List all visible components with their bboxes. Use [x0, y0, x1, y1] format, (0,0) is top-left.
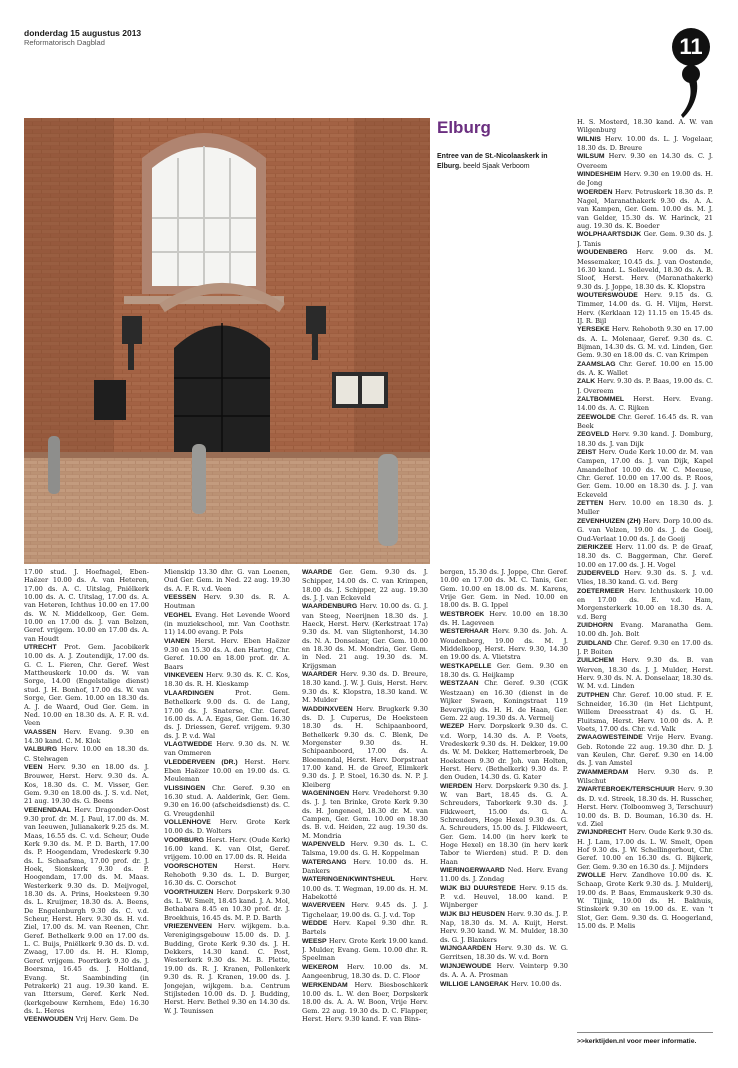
- listing-column-3: [302, 568, 428, 1060]
- service-details: Herv. Dorpskerk 9.30 ds. L. W. Smelt, 18.45 kand. J. A. Mol, Bethabara 8.45 en 10.30 prof. dr. J. Broekhuis, 16.45 ds. M. P. D. Barth: [164, 887, 290, 922]
- service-details: Herv. 9.30 en 14.30 ds. C. J. Overeem: [577, 152, 713, 170]
- church-service-entry: [164, 888, 290, 922]
- church-service-entry: [164, 922, 290, 1015]
- place-name: WESTKAPELLE: [440, 662, 492, 670]
- service-details: Herst. Herv. Eben Haëzer 10.00 en 19.00 ds. G. Meuleman: [164, 757, 290, 784]
- church-service-entry: [302, 937, 428, 963]
- service-details: Herv. 9.30 ds. Joh. A. Woudenberg, 19.00 ds. M. J. Middelkoop, Herst. Herv. 9.30, 14.30 en 19.00 ds. A. Vlietstra: [440, 627, 568, 662]
- church-service-entry: [440, 910, 568, 944]
- service-details: Herv. Kapel 9.30 dhr. R. Bartels: [302, 919, 428, 937]
- issue-date: donderdag 15 augustus 2013: [24, 28, 142, 38]
- comma-icon: [680, 62, 700, 122]
- service-details: Herv. 9.30 ds. J. P. Nap, 18.30 ds. M. A. Kuijt, Herst. Herv. 9.30 kand. W. M. Mulder, 18.30 ds. G. J. Blankers: [440, 909, 568, 944]
- church-service-entry: [577, 543, 713, 569]
- church-service-entry: [164, 818, 290, 836]
- place-name: WESTBROEK: [440, 610, 485, 618]
- church-service-entry: [302, 602, 428, 670]
- place-name: ZUILICHEM: [577, 657, 615, 665]
- service-details: Herv. 9.30 ds. P. Wilschut: [577, 767, 713, 786]
- church-service-entry: [577, 188, 713, 231]
- service-details: Herv. 10.00 en 18.30 ds. C. Stelwagen: [24, 745, 149, 763]
- service-details: Ger. Gem. 9.30 en 18.30 ds. G. Heijkamp: [440, 661, 568, 680]
- church-service-entry: [440, 944, 568, 962]
- service-details: Herv. 9.30 ds. S. J. v.d. Vlies, 18.30 kand. G. v.d. Berg: [577, 568, 713, 587]
- service-details: Herst. Herv. (Oude Kerk) 16.00 kand. K. van Olst, Geref. vrijgem. 10.00 en 17.00 ds. R. Heida: [164, 835, 290, 862]
- church-service-entry: [302, 963, 428, 981]
- place-name: WIJK BIJ DUURSTEDE: [440, 884, 516, 892]
- place-name: WAARDE: [302, 569, 333, 576]
- church-service-entry: [302, 919, 428, 937]
- footer-note: >>kerktijden.nl voor meer informatie.: [577, 1038, 697, 1045]
- church-service-entry: [164, 784, 290, 818]
- place-name: WINDESHEIM: [577, 171, 622, 179]
- caption-text: Entree van de St.-Nicolaaskerk in Elburg.: [437, 153, 548, 170]
- place-name: WADDINXVEEN: [302, 705, 353, 713]
- church-service-entry: [440, 679, 568, 722]
- listing-column-2: [164, 568, 290, 1060]
- place-name: ZALTBOMMEL: [577, 396, 625, 403]
- service-details: Evang. Maranatha Gem. 10.00 dh. Joh. Bolt: [577, 620, 713, 639]
- church-service-entry: [577, 569, 713, 587]
- service-details: Chr. Geref. 9.30 en 16.30 stud. A. Aalderink, Ger. Gem. 9.30 en 16.00 (afscheidsdienst) ds. C. G. Vreugdenhil: [164, 783, 290, 818]
- church-service-entry: [302, 981, 428, 1024]
- church-service-entry: [164, 836, 290, 862]
- church-service-entry: [577, 871, 713, 930]
- service-details: Herv. 10.00 ds.: [510, 979, 562, 988]
- church-service-entry: [440, 722, 568, 781]
- service-details: bergen, 15.30 ds. J. Joppe, Chr. Geref. 10.00 en 17.00 ds. M. C. Tanis, Ger. Gem. 10.00 en 18.00 ds. M. Karens, Vrije Ger. Gem. in Ned. 10.00 en 18.00 ds. B. G. Ippel: [440, 568, 568, 610]
- service-details: Herv. 9.30 en 18.00 ds. J. Brouwer, Herst. Herv. 9.30 ds. A. Kos, 18.30 ds. C. M. Visser, Ger. Gem. 9.30 en 18.00 ds. J. S. v.d. Net, 21 aug. 19.30 ds. G. Beens: [24, 762, 149, 806]
- place-name: WAARDENBURG: [302, 603, 358, 611]
- service-details: Herv. 9.00 ds. M. Messemaker, 10.45 ds. J. van Oostende, 16.30 kand. L. Solleveld, 18.30 ds. A. B. Sloof, Herst. Herv. (Maranathakerk) 9.30 ds. J. Joppe, 18.30 ds. K. Klopstra: [577, 248, 713, 291]
- church-service-entry: [577, 395, 713, 413]
- place-name: VINKEVEEN: [164, 672, 204, 680]
- church-service-entry: [24, 806, 149, 1016]
- service-details: Herv. 9.30 ds. K. C. Kos, 18.30 ds. R. H. Kieskamp: [164, 671, 290, 689]
- service-details: Herv. 9.15 ds. P. v.d. Heuvel, 18.00 kand. P. Wijnberger: [440, 883, 568, 910]
- church-service-entry: [577, 517, 713, 543]
- church-service-entry: [577, 621, 713, 639]
- church-service-entry: [164, 689, 290, 740]
- place-name: WILLIGE LANGERAK: [440, 980, 509, 988]
- service-details: 17.00 stud. J. Hoefnagel, Eben-Haëzer 10.00 ds. A. van Heteren, 17.00 ds. A. C. Uitslag, Pniëlkerk 10.00 ds. A. C. Uitslag, 17.00 ds. A. van Heteren, Ichthus 10.00 en 17.00 ds. W. N. Middelkoop, Ger. Gem. 10.00 en 17.00 ds. J. van Belzen, Geref. vrijgem. 10.00 en 17.00 ds. A. van Houdt: [24, 568, 149, 643]
- service-details: Herv. Grote Kerk 10.00 ds. D. Wolters: [164, 817, 290, 836]
- service-details: Chr. Geref. 16.45 ds. R. van Beek: [577, 412, 713, 431]
- church-service-entry: [24, 568, 149, 643]
- place-name: ZUIDHORN: [577, 621, 613, 629]
- place-name: VIANEN: [164, 637, 190, 645]
- place-name: VLAARDINGEN: [164, 689, 214, 697]
- service-details: Herv. Dorp 10.00 ds. G. van Velzen, 19.00 ds. J. de Goeij, Oud-Verlaat 10.00 ds. J. de Goeij: [577, 516, 713, 543]
- service-details: Herv. 10.00 ds. G. J. van Steeg, Neerijnen 18.30 ds. J. Haeck, Herst. Herv. (Kerkstraat 17a) 9.30 ds. M. van Sligtenhorst, 14.30 ds. N. A. Donselaar, Ger. Gem. 10.00 en 18.30 ds. M. Mondria, Ger. Gem. in Ned. 21 aug. 19.30 ds. M. Krijgsman: [302, 602, 428, 670]
- church-service-entry: [164, 758, 290, 784]
- church-service-entry: [440, 610, 568, 628]
- service-details: Herv. Ichthuskerk 10.00 en 17.00 ds. E. v.d. Ham, Morgensterkerk 10.00 en 18.30 ds. A. v.d. Berg: [577, 586, 713, 621]
- church-service-entry: [577, 639, 713, 657]
- service-details: Herv. 10.00 ds. M. Aangeenbrug, 18.30 ds. D. C. Floor: [302, 962, 428, 981]
- church-service-entry: [302, 705, 428, 789]
- church-service-entry: [577, 785, 713, 828]
- church-service-entry: [577, 413, 713, 431]
- church-service-entry: [577, 499, 713, 517]
- service-details: Herv. 9.30 en 19.00 ds. H. de Jong: [577, 170, 713, 188]
- church-service-entry: [577, 170, 713, 188]
- church-service-entry: [577, 656, 713, 690]
- place-name: VLISSINGEN: [164, 784, 206, 792]
- church-service-entry: [302, 568, 428, 602]
- service-details: Herst. Herv. Evang. 14.00 ds. A. C. Rijken: [577, 395, 713, 413]
- church-service-entry: [24, 763, 149, 806]
- service-details: Chr. Geref. 10.00 stud. F. E. Schneider, 16.30 (in Het Lichtpunt, Willem Dreesstraat 4) ds. G. H. Fluitsma, Herst. Herv. 10.00 ds. A. P. Voets, 17.00 ds. Chr. v.d. Valk: [577, 690, 713, 734]
- service-details: Herv. 9.30 kand. J. Domburg, 18.30 ds. J. van Dijk: [577, 430, 713, 448]
- church-service-entry: [440, 980, 568, 989]
- church-service-entry: [577, 768, 713, 786]
- service-details: Herv. 10.00 ds. T. Wegman, 19.00 ds. H. M. Habekotté: [302, 875, 428, 902]
- service-details: Vrije Herv. Evang. Geb. Rotonde 22 aug. 19.30 dhr. D. J. van Keulen, Chr. Geref. 9.30 en 14.00 ds. J. van Amstel: [577, 733, 713, 768]
- place-name: WAVERVEEN: [302, 902, 345, 910]
- place-name: WEZEP: [440, 723, 465, 731]
- church-service-entry: [577, 248, 713, 291]
- place-name: WEESP: [302, 937, 327, 945]
- church-service-entry: [577, 430, 713, 448]
- church-service-entry: [164, 740, 290, 758]
- place-name: ZWAAGWESTEINDE: [577, 734, 643, 742]
- church-service-entry: [24, 1015, 149, 1024]
- place-name: ZWARTEBROEK/TERSCHUUR: [577, 786, 675, 794]
- page-number-badge: 11: [672, 28, 710, 66]
- church-service-entry: [577, 325, 713, 359]
- listing-column-4: [440, 568, 568, 1060]
- church-service-entry: [440, 782, 568, 866]
- place-name: WOLPHAARTSDIJK: [577, 231, 642, 239]
- place-name: WIJNGAARDEN: [440, 945, 492, 953]
- church-service-entry: [577, 377, 713, 395]
- service-details: Herv. Brugkerk 9.30 ds. D. J. Cuperus, De Hoeksteen 18.30 ds. H. Schipaanboord, Bethelkerk 9.30 ds. C. Blenk, De Morgenster 9.30 ds. H. Schipaanboord, 17.00 ds. A. Bloemendal, Herst. Herv. Dorpstraat 17.00 kand. H. de Greef, Elimkerk 9.30 ds. J. P. Stoel, 16.30 ds. N. P. J. Kleiberg: [302, 704, 428, 789]
- place-name: ZIJDERVELD: [577, 569, 620, 577]
- church-service-entry: [577, 448, 713, 499]
- church-service-entry: [164, 637, 290, 671]
- church-service-entry: [164, 593, 290, 611]
- place-name: WIERINGERWAARD: [440, 867, 505, 875]
- place-name: ZWAMMERDAM: [577, 768, 629, 776]
- place-name: WIJNJEWOUDE: [440, 962, 492, 970]
- service-details: Herv. 9.30 ds. N. W. van Ommeren: [164, 739, 290, 758]
- place-name: VOORBURG: [164, 836, 205, 844]
- place-name: WATERINGEN/KWINTSHEUL: [302, 876, 395, 884]
- church-service-entry: [577, 691, 713, 734]
- church-entrance-photo: [24, 118, 430, 564]
- service-details: Herv. Grote Kerk 19.00 kand. J. Mulder, Evang. Gem. 10.00 dhr. R. Speelman: [302, 936, 428, 963]
- church-service-entry: [577, 587, 713, 621]
- place-name: ZEVENHUIZEN (ZH): [577, 517, 641, 525]
- church-service-entry: [164, 671, 290, 689]
- service-details: Herv. Dorpskerk 9.30 ds. J. W. van Bart, 18.45 ds. G. A. Schreuders, Taborkerk 9.30 ds. J. Fikkweert, 15.00 ds. G. A. Schreuders, Hoge Hexel 9.30 ds. G. A. Schreuders, 15.00 ds. J. Fikkweert, Ger. Gem. 14.00 (in herv kerk te Hoge Hexel) en 18.30 (in herv kerk Tabor te Wierden) stud. P. D. den Haan: [440, 781, 568, 866]
- place-name: VAASSEN: [24, 728, 57, 736]
- place-name: VALBURG: [24, 746, 58, 754]
- service-details: Herst. Herv. Rehoboth 9.30 ds. L. D. Burger, 16.30 ds. C. Oorschot: [164, 861, 290, 888]
- service-details: Herv. Rehoboth 9.30 en 17.00 ds. A. L. Molenaar, Geref. 9.30 ds. C. Bijman, 14.30 ds. G. M. v.d. Linden, Ger. Gem. 9.30 en 18.00 ds. C. van Krimpen: [577, 325, 713, 360]
- church-service-entry: [302, 901, 428, 919]
- place-name: ZETTEN: [577, 500, 604, 508]
- place-name: WEKEROM: [302, 963, 339, 971]
- place-name: ZIERIKZEE: [577, 543, 613, 551]
- service-details: Herv. Oude Kerk 9.30 ds. H. J. Lam, 17.00 ds. L. W. Smelt, Open Hof 9.30 ds. J. W. Schellingerhout, Chr. Geref. 10.00 en 16.30 ds. G. Bijkerk, Ger. Gem. 9.30 en 16.30 ds. J. Mijnders: [577, 828, 713, 871]
- service-details: Prot. Gem. Jacobikerk 10.00 ds. A. J. Zoutendijk, 17.00 ds. G. C. L. Fieren, Chr. Geref. West Mattheuskerk 10.00 ds. W. van Sorge, 14.00 (Engelstalige dienst) stud. J. H. Bonhof, 17.00 ds. W. van Sorge, Ger. Gem. 10.00 en 18.30 ds. A. J. de Waard, Oud Ger. Gem. in Ned. 10.00 en 18.30 ds. A. F. R. v.d. Veen: [24, 643, 149, 728]
- service-details: Herv. 9.45 ds. J. J. Tigchelaar, 19.00 ds. G. J. v.d. Top: [302, 901, 428, 919]
- service-details: Herv. Evang. 9.30 en 14.30 kand. C. M. Klok: [24, 727, 149, 745]
- service-details: Herv. Dorpskerk 9.30 ds. C. v.d. Worp, 14.30 ds. A. P. Voets, Vredeskerk 9.30 ds. H. Dekker, 19.00 ds. W. M. Dekker, Hattemerbroek, De Hoeksteen 9.30 dr. Joh. van Holten, Herst. Herv. (Bethelkerk) 9.30 ds. P. den Ouden, 14.30 ds. G. Kater: [440, 722, 568, 782]
- church-service-entry: [440, 568, 568, 610]
- service-details: Herst. Herv. Eben Haëzer 9.30 en 15.30 ds. A. den Hartog, Chr. Geref. 10.00 en 18.00 prof. dr. A. Baars: [164, 636, 290, 671]
- church-service-entry: [577, 152, 713, 170]
- article-title: Elburg: [437, 118, 491, 137]
- service-details: Herv. 9.30 ds. R. A. Houtman: [164, 593, 290, 611]
- place-name: ZWOLLE: [577, 871, 606, 879]
- footer-divider: [577, 1032, 713, 1033]
- place-name: VOLLENHOVE: [164, 818, 211, 826]
- place-name: VEENWOUDEN: [24, 1016, 74, 1024]
- place-name: WOUTERSWOUDE: [577, 291, 638, 299]
- photo-caption: [437, 152, 562, 171]
- church-entrance-illustration: [24, 118, 430, 564]
- place-name: WESTZAAN: [440, 680, 479, 688]
- place-name: WERKENDAM: [302, 981, 348, 989]
- place-name: VEEN: [24, 763, 43, 771]
- service-details: Herv. Oude Kerk 10.00 dr. M. van Campen, 17.00 ds. J. van Dijk, Kapel Amandelhof 10.00 ds. W. C. Meeuse, Chr. Geref. 10.00 en 17.00 ds. P. Roos, Ger. Gem. 10.00 en 18.30 ds. J. J. van Eckeveld: [577, 448, 713, 499]
- place-name: WEDDE: [302, 920, 328, 928]
- place-name: YERSEKE: [577, 326, 610, 334]
- church-service-entry: [440, 866, 568, 884]
- place-name: WOERDEN: [577, 188, 613, 196]
- place-name: WILSUM: [577, 153, 605, 161]
- place-name: ZWIJNDRECHT: [577, 829, 627, 837]
- service-details: Herv. 9.30 ds. W. G. Gerritsen, 18.30 ds. W. v.d. Born: [440, 944, 568, 962]
- place-name: ZALK: [577, 378, 596, 386]
- place-name: UTRECHT: [24, 644, 57, 652]
- place-name: WAGENINGEN: [302, 789, 350, 797]
- service-details: Herv. Zandhove 10.00 ds. K. Schaap, Grote Kerk 9.30 ds. J. Mulderij, 19.00 ds. P. Baas, Emmauskerk 9.30 ds. W. Tijink, 19.00 ds. H. Bakhuis, Stinskerk 9.30 en 19.00 ds. E. van 't Slot, Ger. Gem. 9.30 ds. G. Hoogerland, 15.00 ds. P. Melis: [577, 870, 713, 930]
- place-name: VEENENDAAL: [24, 806, 71, 814]
- place-name: WILNIS: [577, 135, 601, 143]
- place-name: WAPENVELD: [302, 841, 346, 848]
- church-service-entry: [577, 118, 713, 135]
- service-details: Herv. 9.30 ds. B. van Werven, 18.30 ds. J. J. Mulder, Herst. Herv. 9.30 ds. N. A. Donselaar, 18.30 ds. W. M. v.d. Linden: [577, 656, 713, 691]
- place-name: VEESSEN: [164, 594, 197, 602]
- service-details: Chr. Geref. 10.00 en 15.00 ds. A. K. Wallet: [577, 359, 713, 377]
- church-service-entry: [577, 135, 713, 153]
- caption-credit: beeld Sjaak Verboom: [463, 162, 530, 170]
- place-name: VRIEZENVEEN: [164, 923, 212, 931]
- place-name: ZUIDLAND: [577, 639, 612, 647]
- service-details: Herv. 10.00 en 18.30 ds. J. Muller: [577, 499, 713, 517]
- service-details: H. S. Mosterd, 18.30 kand. A. W. van Wilgenburg: [577, 118, 713, 135]
- service-details: Ger. Gem. 9.30 ds. J. Schipper, 14.00 ds. C. van Krimpen, 18.00 ds. J. Schipper, 22 aug. 19.30 ds. J. J. van Eckeveld: [302, 568, 428, 603]
- place-name: WATERGANG: [302, 858, 347, 866]
- place-name: ZOETERMEER: [577, 587, 625, 595]
- church-service-entry: [577, 230, 713, 248]
- church-service-entry: [577, 360, 713, 378]
- church-service-entry: [440, 627, 568, 661]
- church-service-entry: [440, 884, 568, 910]
- place-name: WAARDER: [302, 671, 338, 679]
- place-name: WIERDEN: [440, 782, 473, 790]
- church-service-entry: [24, 745, 149, 763]
- service-details: Herv. Biesboschkerk 10.00 ds. L. W. den Boer, Dorpskerk 18.00 ds. A. A. W. Boon, Vrije Herv. Gem. 22 aug. 19.30 ds. D. C. Flapper, Herst. Herv. 9.30 kand. F. van Bins-: [302, 980, 428, 1023]
- place-name: ZAAMSLAG: [577, 360, 616, 368]
- place-name: VEGHEL: [164, 611, 192, 619]
- church-service-entry: [24, 728, 149, 746]
- place-name: WIJK BIJ HEUSDEN: [440, 910, 505, 918]
- church-service-entry: [302, 858, 428, 876]
- service-details: Herv. Vredehorst 9.30 ds. J. J. ten Brinke, Grote Kerk 9.30 ds. H. Jongeneel, 18.30 dr. M. van Campen, Ger. Gem. 10.00 en 18.30 ds. B. v.d. Heiden, 22 aug. 19.30 ds. M. Mondria: [302, 788, 428, 840]
- church-service-entry: [164, 611, 290, 637]
- service-details: Ned. Herv. Evang 11.00 ds. J. Zondag: [440, 866, 568, 884]
- church-service-entry: [302, 875, 428, 901]
- service-details: Herv. 9.30 ds. P. Baas, 19.00 ds. C. J. Overeem: [577, 377, 713, 395]
- service-details: Chr. Geref. 9.30 (CGK Westzaan) en 16.30 (dienst in de Wijker Swaen, Koningstraat 119 Beverwijk) ds. H. H. de Haan, Ger. Gem. 22 aug. 19.30 ds. A. Vermeij: [440, 679, 568, 722]
- church-service-entry: [440, 962, 568, 980]
- church-service-entry: [302, 670, 428, 704]
- church-service-entry: [164, 862, 290, 888]
- service-details: Herv. 9.15 ds. G. Timmer, 14.00 ds. G. H. Vlijm, Herst. Herv. (Kerklaan 12) 11.15 en 15.45 ds. IJ. R. Bijl: [577, 290, 713, 325]
- place-name: ZEEWOLDE: [577, 413, 616, 421]
- church-service-entry: [164, 568, 290, 593]
- place-name: VOORTHUIZEN: [164, 888, 214, 896]
- service-details: Vrij Herv. Gem. De: [75, 1015, 139, 1024]
- place-name: VLEDDERVEEN (DR.): [164, 758, 238, 766]
- church-service-entry: [302, 840, 428, 858]
- church-service-entry: [577, 828, 713, 871]
- newspaper-name: Reformatorisch Dagblad: [24, 38, 105, 47]
- church-service-entry: [24, 643, 149, 727]
- service-details: Mienskip 13.30 dhr. G. van Loenen, Oud Ger. Gem. in Ned. 22 aug. 19.30 ds. A. F. R. v.d. Veen: [164, 568, 290, 593]
- place-name: WOUDENBERG: [577, 249, 628, 257]
- church-service-entry: [577, 733, 713, 767]
- service-details: Herv. 11.00 ds. P. de Graaf, 18.30 ds. C. Baggerman, Chr. Geref. 10.00 en 17.00 ds. J. H. Vogel: [577, 542, 713, 569]
- service-details: Herv. 10.00 ds. H. Dankers: [302, 857, 428, 876]
- church-service-entry: [440, 662, 568, 680]
- place-name: WESTERHAAR: [440, 628, 489, 636]
- church-service-entry: [577, 291, 713, 325]
- service-details: Herv. 9.30 ds. D. v.d. Streek, 18.30 ds. H. Russcher, Herst. Herv. (Tolboomweg 3, Terschuur) 10.00 ds. B. D. Bouman, 16.30 ds. H. v.d. Ziel: [577, 785, 713, 828]
- service-details: Herv. 10.00 ds. L. J. Vogelaar, 18.30 ds. D. Breure: [577, 134, 713, 153]
- service-details: Chr. Geref. 9.30 en 17.00 ds. J. P. Boiten: [577, 638, 713, 656]
- church-service-entry: [302, 789, 428, 840]
- service-details: Herv. 9.30 ds. L. C. Talsma, 19.00 ds. G. H. Koppelman: [302, 840, 428, 858]
- service-details: Prot. Gem. Bethelkerk 9.00 ds. G. de Lang, 17.00 ds. J. Snaterse, Chr. Geref. 16.00 ds. A. A. Egas, Ger. Gem. 16.30 ds. J. Driessen, Geref. vrijgem. 9.30 ds. J. P. v.d. Wal: [164, 688, 290, 740]
- place-name: ZEIST: [577, 449, 597, 457]
- service-details: Ger. Gem. 9.30 ds. J. J. Tanis: [577, 230, 713, 248]
- listing-column-5: [577, 118, 713, 1028]
- service-details: Herv. 9.30 ds. D. Breure, 18.30 kand. J. W. J. Guis, Herst. Herv. 9.30 ds. K. Klopstra, 18.30 kand. W. M. Mulder: [302, 670, 428, 705]
- service-details: Herv. Dragonder-Oost 9.30 prof. dr. M. J. Paul, 17.00 ds. M. van Ieeuwen, Julianakerk 9.25 ds. M. Maas, 16.55 ds. C. v.d. Scheur, Oude Kerk 9.30 ds. M. P. D. Barth, 17.00 ds. P. Hoogendam, Vredeskerk 9.30 ds. L. Schaafsma, 17.00 prof. dr. J. Hoek, Sionskerk 9.30 ds. P. Hoogendam, 17.00 ds. M. Maas. Westerkerk 9.30 ds. D. Meijvogel, 18.30 ds. A. Prins, Hoeksteen 9.30 ds. L. Kruijmer, 18.30 ds. A. Beens, De Engelenburgh 9.30 ds. C. v.d. Scheur, Herst. Herv. 9.30 ds. H. v.d. Ziel, 17.00 ds. M. van Reenen, Chr. Geref. Bethelkerk 9.00 en 17.00 ds. L. C. Buijs, Pniëlkerk 9.30 ds. D. v.d. Zwaag, 17.00 ds. H. H. Klomp, Geref. vrijgem. Poortkerk 9.30 ds. J. Boersma, 16.45 ds. J. Holtland, Evang. St. Saambinding (in Petrakerk) 21 aug. 19.30 kand. E. van Ittersum, Geref. Kerk Ned. (kerkgebouw Kernhem, Ede) 16.30 ds. L. Heres: [24, 805, 149, 1015]
- listing-column-1: [24, 568, 149, 1060]
- place-name: VOORSCHOTEN: [164, 862, 218, 870]
- place-name: VLAGTWEDDE: [164, 740, 213, 748]
- service-details: Evang. Het Levende Woord (in muziekschool, mr. Van Coothstr. 11) 14.00 evang. P. Pols: [164, 610, 290, 637]
- place-name: ZEGVELD: [577, 431, 610, 439]
- service-details: Herv. Veinterp 9.30 ds. A. A. A. Prosman: [440, 961, 568, 980]
- service-details: Herv. wijkgem. b.a. Verenigingsgebouw 15.00 ds. D. J. Budding, Grote Kerk 9.30 ds. J. H. Dekkers, 14.30 kand. C. Post, Westerkerk 9.30 ds. M. B. Plette, 19.00 ds. R. J. Kranen, Pollenkerk 9.30 ds. R. J. Kranen, 19.00 ds. J. Jongejan, wijkgem. b.a. Centrum Stijlsteden 10.00 ds. D. J. Budding, Herst. Herv. Bethel 9.30 en 14.30 ds. W. J. Teunissen: [164, 922, 290, 1015]
- place-name: ZUTPHEN: [577, 691, 610, 699]
- service-details: Herv. Petruskerk 18.30 ds. P. Nagel, Maranathakerk 9.30 ds. A. A. van Kampen, Ger. Gem. 10.00 ds. M. J. van Gelder, 15.30 ds. W. Harinck, 21 aug. 19.30 ds. K. Boeder: [577, 187, 713, 231]
- service-details: Herv. 10.00 en 18.30 ds. H. Lageveen: [440, 609, 568, 628]
